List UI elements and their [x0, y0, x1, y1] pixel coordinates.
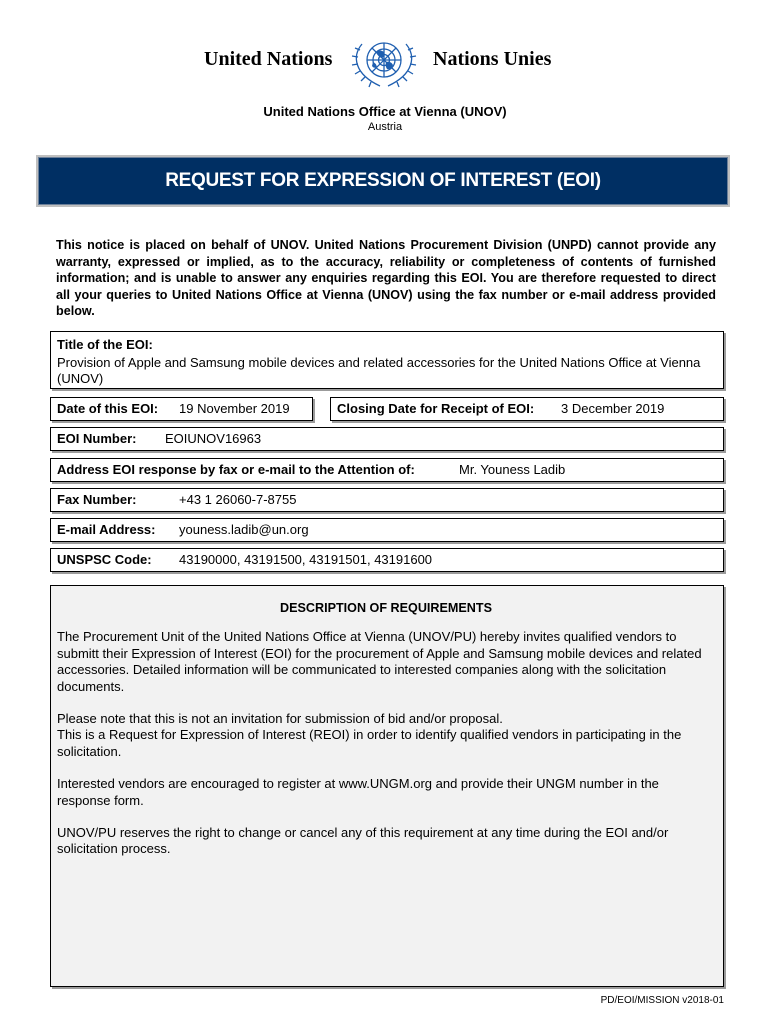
description-paragraph-2-line-1: Please note that this is not an invitation for submission of bid and/or proposal. — [57, 711, 503, 727]
org-name-french: Nations Unies — [433, 48, 552, 70]
org-name-english: United Nations — [204, 48, 333, 70]
eoi-number-value: EOIUNOV16963 — [165, 431, 262, 446]
closing-date-label: Closing Date for Receipt of EOI: — [337, 401, 535, 416]
document-title: REQUEST FOR EXPRESSION OF INTEREST (EOI) — [165, 170, 601, 191]
eoi-date-value: 19 November 2019 — [179, 401, 290, 416]
eoi-title-field — [50, 331, 724, 389]
closing-date-value: 3 December 2019 — [561, 401, 665, 416]
description-paragraph-3: Interested vendors are encouraged to register at www.UNGM.org and provide their UNGM number in the response form. — [57, 776, 659, 808]
form-version: PD/EOI/MISSION v2018-01 — [600, 995, 724, 1006]
email-value[interactable]: youness.ladib@un.org — [179, 522, 309, 537]
eoi-number-label: EOI Number: — [57, 431, 137, 446]
description-paragraph-4: UNOV/PU reserves the right to change or cancel any of this requirement at any time during the EOI and/or solicitation process. — [57, 825, 669, 857]
description-section — [50, 585, 724, 987]
description-paragraph-1: The Procurement Unit of the United Nations Office at Vienna (UNOV/PU) hereby invites qualified vendors to submitt their Expression of Interest (EOI) for the procurement of Apple and Samsung mobile devices and related accessories. Detailed information will be communicated to interested companies along with the solicitation documents. — [57, 629, 702, 694]
email-label: E-mail Address: — [57, 522, 156, 537]
description-paragraph-2-line-2: This is a Request for Expression of Interest (REOI) in order to identify qualified vendors in participating in the solicitation. — [57, 727, 682, 759]
attention-value: Mr. Youness Ladib — [459, 462, 566, 477]
disclaimer-notice: This notice is placed on behalf of UNOV. United Nations Procurement Division (UNPD) cannot provide any warranty, expressed or implied, as to the accuracy, reliability or completeness of contents of furnished information; and is unable to answer any enquiries regarding this EOI. You are therefore requested to direct all your queries to United Nations Office at Vienna (UNOV) using the fax number or e-mail address provided below. — [56, 238, 716, 319]
eoi-date-field — [50, 397, 313, 421]
unspsc-label: UNSPSC Code: — [57, 552, 152, 567]
fax-label: Fax Number: — [57, 492, 137, 507]
un-emblem-icon — [346, 30, 422, 94]
eoi-number-field — [50, 427, 724, 451]
eoi-title-value: Provision of Apple and Samsung mobile devices and related accessories for the United Nations Office at Vienna (UNOV) — [57, 355, 701, 386]
title-banner — [36, 155, 730, 207]
closing-date-field — [330, 397, 724, 421]
attention-label: Address EOI response by fax or e-mail to the Attention of: — [57, 462, 415, 477]
eoi-title-label: Title of the EOI: — [57, 337, 153, 352]
attention-field — [50, 458, 724, 482]
description-heading: DESCRIPTION OF REQUIREMENTS — [279, 601, 492, 615]
office-name: United Nations Office at Vienna (UNOV) — [263, 104, 507, 119]
fax-value: +43 1 26060-7-8755 — [179, 492, 297, 507]
unspsc-field — [50, 548, 724, 572]
unspsc-value: 43190000, 43191500, 43191501, 43191600 — [179, 552, 433, 567]
eoi-date-label: Date of this EOI: — [57, 401, 159, 416]
email-field — [50, 518, 724, 542]
office-country: Austria — [367, 121, 403, 133]
fax-field — [50, 488, 724, 512]
